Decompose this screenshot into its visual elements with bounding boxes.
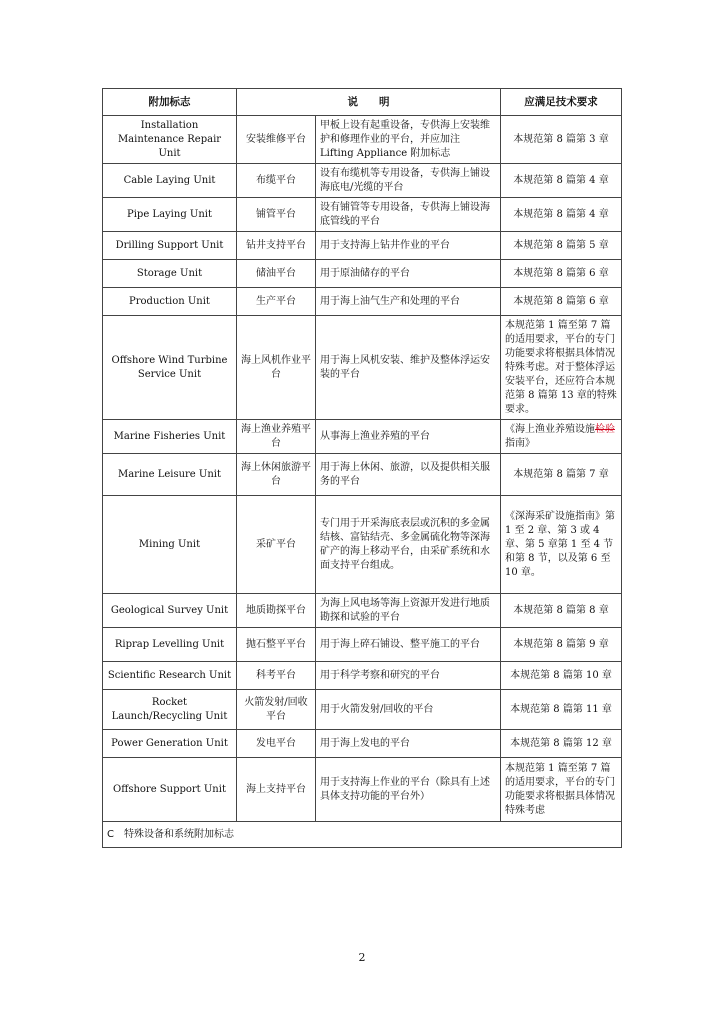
requirement-cell: 本规范第 8 篇第 3 章: [501, 116, 622, 164]
requirement-cell: [501, 420, 622, 454]
description-cell: 用于原油储存的平台: [316, 260, 501, 288]
table-row: [103, 164, 622, 198]
description-cell: 用于火箭发射/回收的平台: [316, 690, 501, 730]
notation-en-cell: Pipe Laying Unit: [103, 198, 237, 232]
description-cell: 专门用于开采海底表层或沉积的多金属结核、富钴结壳、多金属硫化物等深海矿产的海上移动平台，由采矿系统和水面支持平台组成。: [316, 496, 501, 594]
header-description: 说 明: [237, 89, 501, 116]
requirement-cell: 本规范第 1 篇至第 7 篇的适用要求，平台的专门功能要求将根据具体情况特殊考虑: [501, 758, 622, 822]
requirement-cell: 本规范第 8 篇第 10 章: [501, 662, 622, 690]
notation-en-cell: Marine Fisheries Unit: [103, 420, 237, 454]
notation-en-cell: Scientific Research Unit: [103, 662, 237, 690]
notation-en-cell: Cable Laying Unit: [103, 164, 237, 198]
notation-zh-cell: 科考平台: [237, 662, 316, 690]
notation-zh-cell: 安装维修平台: [237, 116, 316, 164]
table-row: [103, 496, 622, 594]
requirement-cell: 本规范第 8 篇第 7 章: [501, 454, 622, 496]
table-row: [103, 198, 622, 232]
requirement-cell: 本规范第 8 篇第 5 章: [501, 232, 622, 260]
notation-en-cell: Drilling Support Unit: [103, 232, 237, 260]
notation-table: [102, 88, 622, 848]
requirement-cell: 本规范第 8 篇第 6 章: [501, 260, 622, 288]
notation-zh-cell: 地质勘探平台: [237, 594, 316, 628]
header-requirement: 应满足技术要求: [501, 89, 622, 116]
notation-en-cell: Offshore Wind Turbine Service Unit: [103, 316, 237, 420]
requirement-cell: 本规范第 8 篇第 4 章: [501, 198, 622, 232]
notation-en-cell: Mining Unit: [103, 496, 237, 594]
description-cell: 用于海上休闲、旅游，以及提供相关服务的平台: [316, 454, 501, 496]
table-row: [103, 758, 622, 822]
description-cell: 甲板上设有起重设备，专供海上安装维护和修理作业的平台，并应加注 Lifting Appliance 附加标志: [316, 116, 501, 164]
notation-zh-cell: 铺管平台: [237, 198, 316, 232]
description-cell: 用于海上油气生产和处理的平台: [316, 288, 501, 316]
notation-en-cell: Rocket Launch/Recycling Unit: [103, 690, 237, 730]
page-number: 2: [358, 951, 366, 964]
section-c-heading: C 特殊设备和系统附加标志: [103, 822, 622, 848]
requirement-cell: 本规范第 1 篇至第 7 篇的适用要求，平台的专门功能要求将根据具体情况特殊考虑。对于整体浮运安装平台，还应符合本规范第 8 篇第 13 章的特殊要求。: [501, 316, 622, 420]
notation-zh-cell: 储油平台: [237, 260, 316, 288]
requirement-cell: 本规范第 8 篇第 8 章: [501, 594, 622, 628]
notation-en-cell: Storage Unit: [103, 260, 237, 288]
table-row: [103, 260, 622, 288]
header-notation: 附加标志: [103, 89, 237, 116]
description-cell: 用于科学考察和研究的平台: [316, 662, 501, 690]
notation-en-cell: Offshore Support Unit: [103, 758, 237, 822]
requirement-cell: 本规范第 8 篇第 12 章: [501, 730, 622, 758]
table-row: [103, 116, 622, 164]
description-cell: 用于海上碎石铺设、整平施工的平台: [316, 628, 501, 662]
notation-zh-cell: 海上休闲旅游平台: [237, 454, 316, 496]
notation-zh-cell: 海上支持平台: [237, 758, 316, 822]
requirement-cell: 本规范第 8 篇第 11 章: [501, 690, 622, 730]
table-header-row: [103, 89, 622, 116]
requirement-cell: 本规范第 8 篇第 6 章: [501, 288, 622, 316]
requirement-text: 《海上渔业养殖设施: [505, 423, 595, 435]
description-cell: 用于海上风机安装、维护及整体浮运安装的平台: [316, 316, 501, 420]
notation-zh-cell: 发电平台: [237, 730, 316, 758]
notation-zh-cell: 海上风机作业平台: [237, 316, 316, 420]
notation-zh-cell: 钻井支持平台: [237, 232, 316, 260]
notation-en-cell: Production Unit: [103, 288, 237, 316]
requirement-cell: 《深海采矿设施指南》第 1 至 2 章、第 3 或 4 章、第 5 章第 1 至 4 节和第 8 节，以及第 6 至 10 章。: [501, 496, 622, 594]
table-row: [103, 690, 622, 730]
table-row: [103, 730, 622, 758]
table-row: [103, 232, 622, 260]
table-row: [103, 454, 622, 496]
notation-en-cell: Power Generation Unit: [103, 730, 237, 758]
requirement-cell: 本规范第 8 篇第 9 章: [501, 628, 622, 662]
notation-zh-cell: 生产平台: [237, 288, 316, 316]
table-row: [103, 316, 622, 420]
notation-en-cell: Riprap Levelling Unit: [103, 628, 237, 662]
table-row: [103, 288, 622, 316]
table-row: [103, 628, 622, 662]
notation-zh-cell: 布缆平台: [237, 164, 316, 198]
table-row: [103, 420, 622, 454]
description-cell: 为海上风电场等海上资源开发进行地质勘探和试验的平台: [316, 594, 501, 628]
notation-en-cell: Marine Leisure Unit: [103, 454, 237, 496]
description-cell: 设有布缆机等专用设备，专供海上铺设海底电/光缆的平台: [316, 164, 501, 198]
section-c-row: [103, 822, 622, 848]
description-cell: 用于海上发电的平台: [316, 730, 501, 758]
description-cell: 设有铺管等专用设备，专供海上铺设海底管线的平台: [316, 198, 501, 232]
table-row: [103, 594, 622, 628]
requirement-cell: 本规范第 8 篇第 4 章: [501, 164, 622, 198]
requirement-text: 指南》: [505, 437, 535, 449]
notation-zh-cell: 火箭发射/回收平台: [237, 690, 316, 730]
notation-zh-cell: 采矿平台: [237, 496, 316, 594]
notation-zh-cell: 海上渔业养殖平台: [237, 420, 316, 454]
notation-en-cell: Installation Maintenance Repair Unit: [103, 116, 237, 164]
table-row: [103, 662, 622, 690]
description-cell: 从事海上渔业养殖的平台: [316, 420, 501, 454]
struck-out-text: 检验: [595, 423, 615, 435]
description-cell: 用于支持海上钻井作业的平台: [316, 232, 501, 260]
notation-en-cell: Geological Survey Unit: [103, 594, 237, 628]
description-cell: 用于支持海上作业的平台（除具有上述具体支持功能的平台外）: [316, 758, 501, 822]
notation-zh-cell: 抛石整平平台: [237, 628, 316, 662]
